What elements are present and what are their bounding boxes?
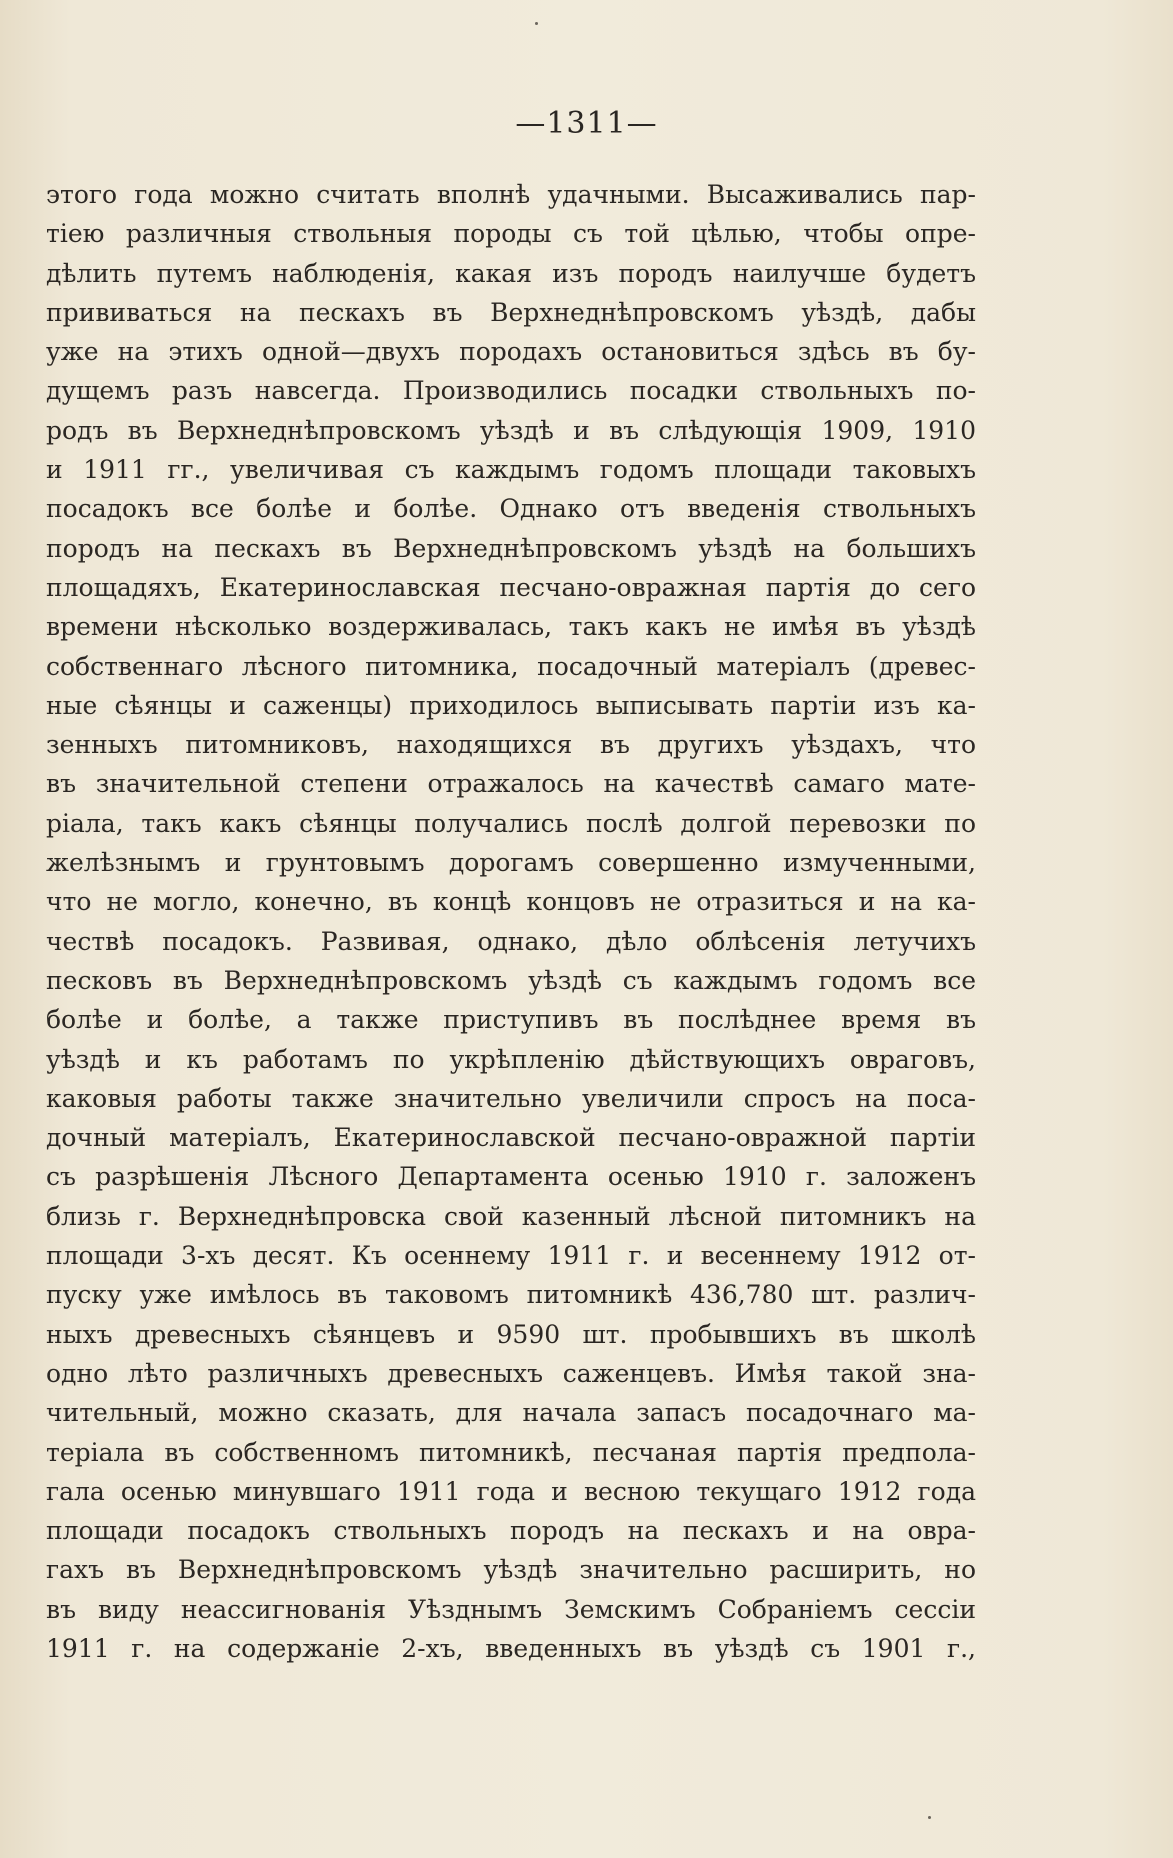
text-line: ріала, такъ какъ сѣянцы получались послѣ долгой перевозки по	[46, 808, 976, 838]
text-line: песковъ въ Верхнеднѣпровскомъ уѣздѣ съ каждымъ годомъ все	[46, 965, 976, 995]
text-line: площадяхъ, Екатеринославская песчано-овражная партія до сего	[46, 572, 976, 602]
text-line: собственнаго лѣсного питомника, посадочный матеріалъ (древес-	[46, 651, 976, 681]
body-text	[46, 175, 976, 1668]
text-line: посадокъ все болѣе и болѣе. Однако отъ введенія ствольныхъ	[46, 494, 976, 524]
text-line: близь г. Верхнеднѣпровска свой казенный лѣсной питомникъ на	[46, 1201, 976, 1231]
text-line: желѣзнымъ и грунтовымъ дорогамъ совершенно измученными,	[46, 848, 976, 878]
text-line: болѣе и болѣе, а также приступивъ въ послѣднее время въ	[46, 1005, 976, 1035]
text-line: времени нѣсколько воздерживалась, такъ какъ не имѣя въ уѣздѣ	[46, 612, 976, 642]
text-line: въ виду неассигнованія Уѣзднымъ Земскимъ Собраніемъ сессіи	[46, 1594, 976, 1624]
text-line: ныхъ древесныхъ сѣянцевъ и 9590 шт. пробывшихъ въ школѣ	[46, 1319, 976, 1349]
text-line: въ значительной степени отражалось на качествѣ самаго мате-	[46, 769, 976, 799]
text-line: пуску уже имѣлось въ таковомъ питомникѣ 436,780 шт. различ-	[46, 1280, 976, 1310]
text-line: чительный, можно сказать, для начала запасъ посадочнаго ма-	[46, 1398, 976, 1428]
text-line: ные сѣянцы и саженцы) приходилось выписывать партіи изъ ка-	[46, 690, 976, 720]
text-line: дѣлить путемъ наблюденія, какая изъ породъ наилучше будетъ	[46, 258, 976, 288]
page-number: —1311—	[515, 106, 658, 141]
text-line: дочный матеріалъ, Екатеринославской песчано-овражной партіи	[46, 1123, 976, 1153]
text-line: дущемъ разъ навсегда. Производились посадки ствольныхъ по-	[46, 376, 976, 406]
text-line: что не могло, конечно, въ концѣ концовъ не отразиться и на ка-	[46, 887, 976, 917]
text-line: чествѣ посадокъ. Развивая, однако, дѣло облѣсенія летучихъ	[46, 926, 976, 956]
ink-speck	[928, 1816, 931, 1819]
text-line: площади посадокъ ствольныхъ породъ на пескахъ и на овра-	[46, 1516, 976, 1546]
text-line: прививаться на пескахъ въ Верхнеднѣпровскомъ уѣздѣ, дабы	[46, 297, 976, 327]
text-line: теріала въ собственномъ питомникѣ, песчаная партія предпола-	[46, 1437, 976, 1467]
text-line: зенныхъ питомниковъ, находящихся въ другихъ уѣздахъ, что	[46, 730, 976, 760]
ink-speck	[535, 22, 538, 25]
text-line: родъ въ Верхнеднѣпровскомъ уѣздѣ и въ слѣдующія 1909, 1910	[46, 415, 976, 445]
text-line: съ разрѣшенія Лѣсного Департамента осенью 1910 г. заложенъ	[46, 1162, 976, 1192]
text-line: и 1911 гг., увеличивая съ каждымъ годомъ площади таковыхъ	[46, 455, 976, 485]
text-line: уже на этихъ одной—двухъ породахъ остановиться здѣсь въ бу-	[46, 337, 976, 367]
text-line: гахъ въ Верхнеднѣпровскомъ уѣздѣ значительно расширить, но	[46, 1555, 976, 1585]
text-line: уѣздѣ и къ работамъ по укрѣпленію дѣйствующихъ овраговъ,	[46, 1044, 976, 1074]
text-line: этого года можно считать вполнѣ удачными. Высаживались пар-	[46, 180, 976, 209]
text-line: 1911 г. на содержаніе 2-хъ, введенныхъ въ уѣздѣ съ 1901 г.,	[46, 1633, 976, 1663]
text-line: одно лѣто различныхъ древесныхъ саженцевъ. Имѣя такой зна-	[46, 1358, 976, 1388]
text-line: каковыя работы также значительно увеличили спросъ на поса-	[46, 1083, 976, 1113]
text-line: площади 3-хъ десят. Къ осеннему 1911 г. и весеннему 1912 от-	[46, 1241, 976, 1271]
text-line: тіею различныя ствольныя породы съ той цѣлью, чтобы опре-	[46, 219, 976, 249]
text-line: породъ на пескахъ въ Верхнеднѣпровскомъ уѣздѣ на большихъ	[46, 533, 976, 563]
text-line: гала осенью минувшаго 1911 года и весною текущаго 1912 года	[46, 1476, 976, 1506]
